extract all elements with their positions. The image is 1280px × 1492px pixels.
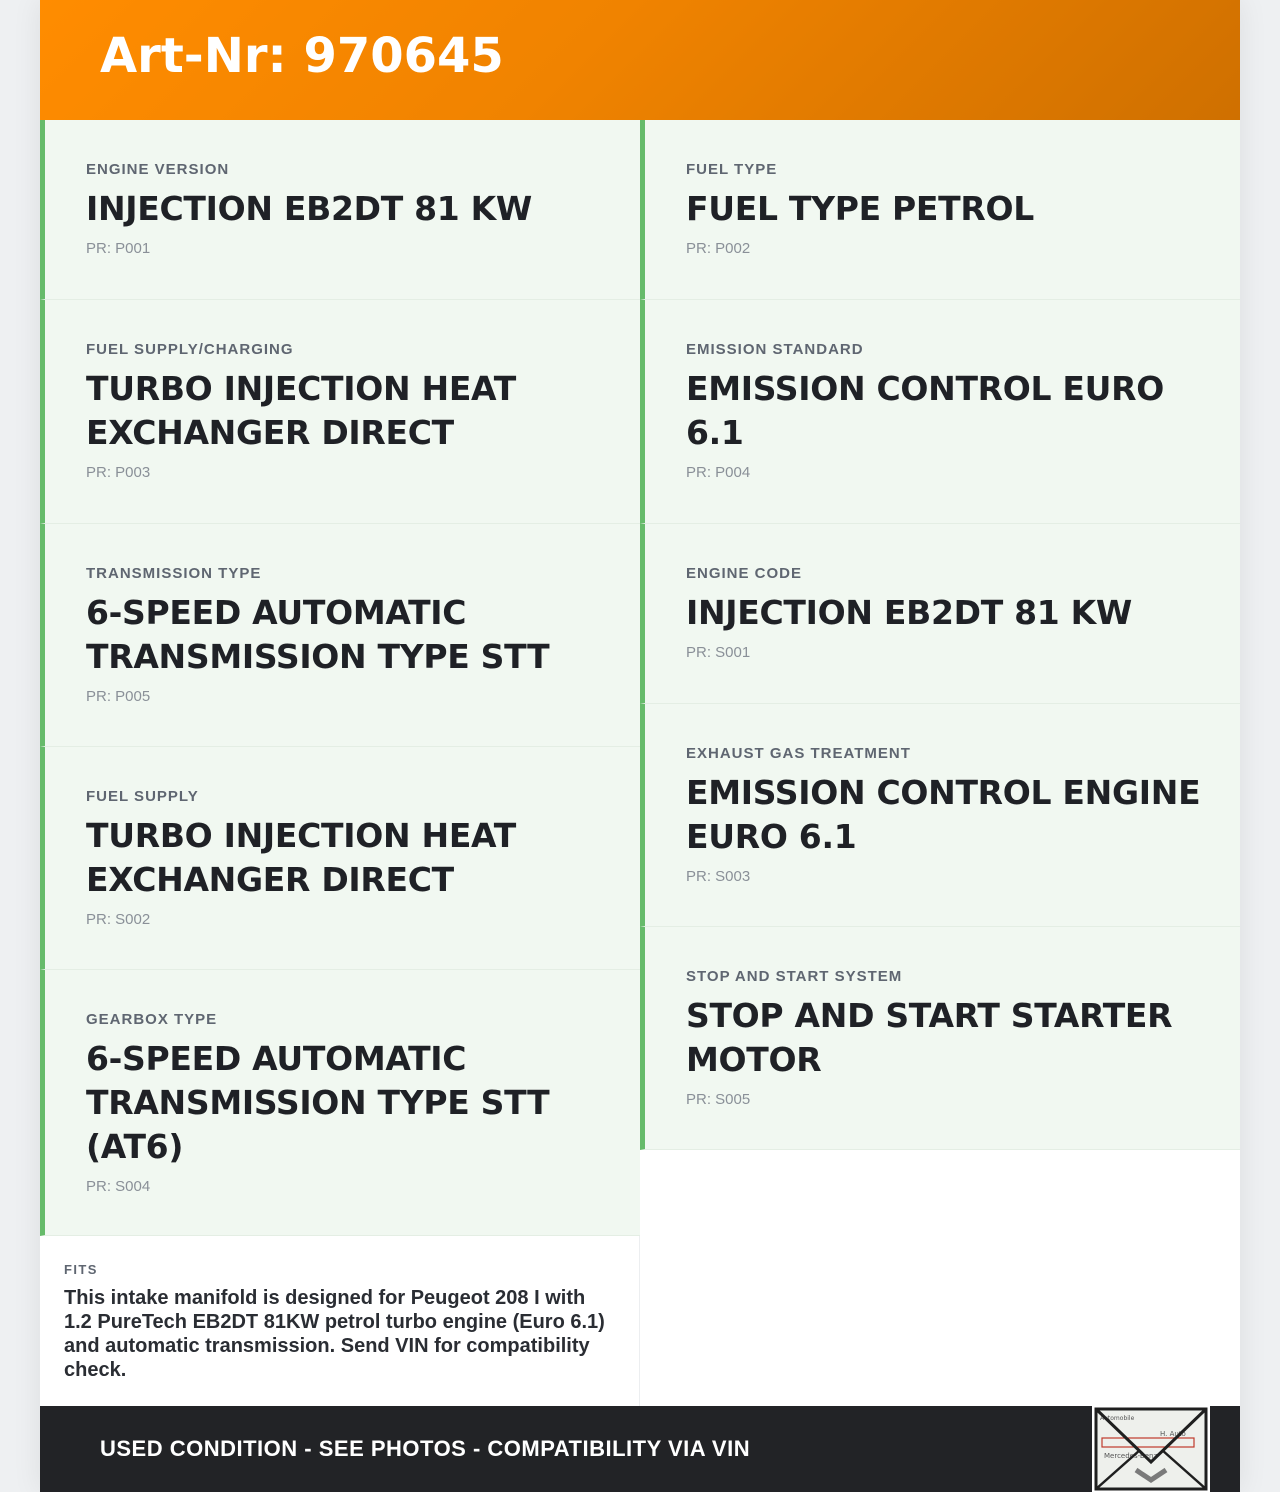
spec-value: 6-SPEED AUTOMATIC TRANSMISSION TYPE STT (AT6)	[86, 1039, 550, 1166]
spec-code: PR: S005	[686, 1091, 751, 1108]
fits-label: FITS	[64, 1262, 98, 1277]
spec-code: PR: P005	[86, 688, 151, 705]
spec-code: PR: P004	[686, 464, 751, 481]
spec-code: PR: S001	[686, 644, 751, 661]
spec-code: PR: P003	[86, 464, 151, 481]
condition-notice: USED CONDITION - SEE PHOTOS - COMPATIBILITY VIA VIN	[100, 1436, 751, 1461]
spec-card-stop-and-start	[640, 927, 1240, 1150]
spec-column-right	[640, 120, 1240, 1150]
spec-card-transmission-type	[40, 524, 640, 747]
stamp-text-line: Automobile	[1100, 1415, 1135, 1422]
header-banner	[40, 0, 1240, 120]
article-number-title: Art-Nr: 970645	[100, 28, 504, 84]
spec-card-exhaust-gas-treatment	[640, 704, 1240, 927]
spec-label: ENGINE CODE	[686, 565, 803, 582]
stamp-text-line: Mercedes-Benz	[1104, 1452, 1158, 1460]
spec-label: ENGINE VERSION	[86, 161, 230, 178]
spec-value: INJECTION EB2DT 81 KW	[686, 593, 1133, 632]
spec-card-engine-code	[640, 524, 1240, 704]
spec-label: FUEL SUPPLY/CHARGING	[86, 341, 294, 358]
fits-description: This intake manifold is designed for Peugeot 208 I with 1.2 PureTech EB2DT 81KW petrol turbo engine (Euro 6.1) and automatic transmission. Send VIN for compatibility check.	[64, 1287, 605, 1381]
spec-column-left	[40, 120, 640, 1236]
spec-value: STOP AND START STARTER MOTOR	[686, 996, 1173, 1079]
spec-card-fuel-supply	[40, 747, 640, 970]
label-photo-thumbnail[interactable]	[1092, 1406, 1210, 1492]
spec-card-fuel-supply-charging	[40, 300, 640, 524]
spec-card-emission-standard	[640, 300, 1240, 524]
spec-card-fuel-type	[640, 120, 1240, 300]
stamp-text-line: H. Auto	[1160, 1430, 1186, 1438]
spec-code: PR: S003	[686, 868, 751, 885]
spec-label: FUEL SUPPLY	[86, 788, 199, 805]
product-sheet	[40, 0, 1240, 1492]
fits-section	[40, 1236, 640, 1406]
spec-value: FUEL TYPE PETROL	[686, 189, 1034, 228]
spec-label: EMISSION STANDARD	[686, 341, 864, 358]
spec-label: FUEL TYPE	[686, 161, 778, 178]
spec-card-gearbox-type	[40, 970, 640, 1236]
envelope-icon	[1092, 1406, 1210, 1492]
spec-label: TRANSMISSION TYPE	[86, 565, 262, 582]
spec-code: PR: P001	[86, 240, 151, 257]
spec-card-engine-version	[40, 120, 640, 300]
spec-label: GEARBOX TYPE	[86, 1011, 218, 1028]
spec-value: 6-SPEED AUTOMATIC TRANSMISSION TYPE STT	[86, 593, 550, 676]
footer-bar	[40, 1406, 1240, 1492]
spec-code: PR: S004	[86, 1178, 151, 1195]
spec-value: TURBO INJECTION HEAT EXCHANGER DIRECT	[86, 816, 516, 899]
spec-value: EMISSION CONTROL EURO 6.1	[686, 369, 1165, 452]
spec-code: PR: P002	[686, 240, 751, 257]
spec-label: STOP AND START SYSTEM	[686, 968, 903, 985]
spec-label: EXHAUST GAS TREATMENT	[686, 745, 911, 762]
spec-value: TURBO INJECTION HEAT EXCHANGER DIRECT	[86, 369, 516, 452]
spec-value: EMISSION CONTROL ENGINE EURO 6.1	[686, 773, 1201, 856]
spec-code: PR: S002	[86, 911, 151, 928]
spec-value: INJECTION EB2DT 81 KW	[86, 189, 533, 228]
